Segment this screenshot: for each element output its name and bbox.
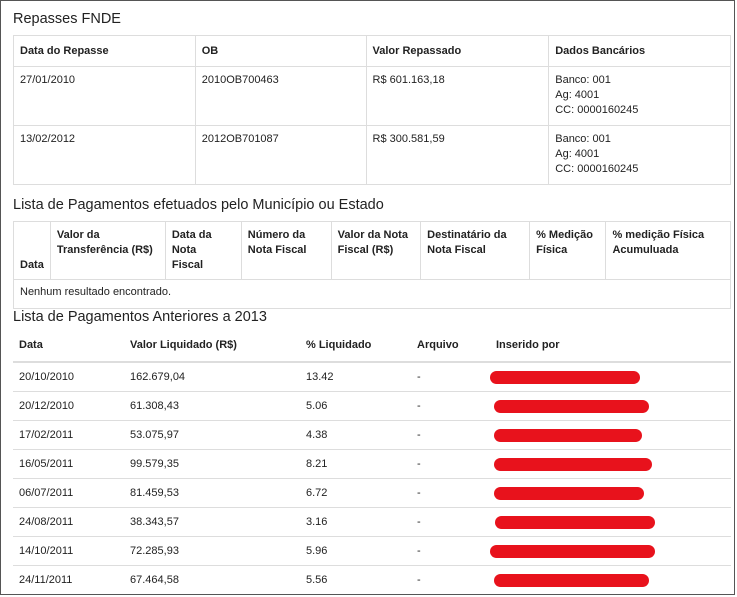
bank-banco: Banco: 001	[555, 133, 611, 145]
row-valor: 81.459,53	[124, 479, 300, 508]
row-valor: 99.579,35	[124, 450, 300, 479]
row-inserido-por	[490, 508, 731, 537]
col-header-inserido-por[interactable]: Inserido por	[490, 333, 731, 362]
row-pct: 6.72	[300, 479, 411, 508]
row-valor: 162.679,04	[124, 362, 300, 392]
col-header-pagamento-3[interactable]	[241, 222, 331, 280]
redaction-mark	[490, 545, 655, 558]
header-line-1: Data da Nota	[171, 229, 212, 256]
redaction-mark	[494, 458, 652, 471]
row-data: 24/11/2011	[13, 566, 124, 595]
repasse-data: 27/01/2010	[14, 67, 196, 126]
repasses-title: Repasses FNDE	[13, 11, 121, 27]
row-arquivo[interactable]: -	[411, 392, 490, 421]
repasse-data: 13/02/2012	[14, 126, 196, 185]
repasse-valor: R$ 601.163,18	[366, 67, 549, 126]
row-inserido-por	[490, 362, 731, 392]
col-header-valor-repassado[interactable]: Valor Repassado	[366, 36, 549, 67]
row-inserido-por	[490, 450, 731, 479]
bank-ag: Ag: 4001	[555, 148, 600, 160]
redaction-mark	[490, 371, 640, 384]
pagamento-anterior-row	[13, 508, 731, 537]
pagamentos-title: Lista de Pagamentos efetuados pelo Município ou Estado	[13, 197, 384, 213]
anteriores-title: Lista de Pagamentos Anteriores a 2013	[13, 309, 267, 325]
col-header-pagamento-0[interactable]	[14, 222, 51, 280]
repasse-row	[14, 126, 731, 185]
row-valor: 38.343,57	[124, 508, 300, 537]
row-pct: 4.38	[300, 421, 411, 450]
col-header-pagamento-1[interactable]	[50, 222, 165, 280]
repasse-ob: 2012OB701087	[195, 126, 366, 185]
header-line-1: Valor da Nota	[337, 229, 408, 241]
header-line-2: Acumuluada	[612, 244, 679, 256]
col-header-pagamento-6[interactable]	[530, 222, 606, 280]
row-pct: 5.56	[300, 566, 411, 595]
col-header-data[interactable]: Data	[13, 333, 124, 362]
pagamento-anterior-row	[13, 537, 731, 566]
bank-cc: CC: 0000160245	[555, 104, 639, 116]
row-inserido-por	[490, 479, 731, 508]
header-line-2: Física	[536, 244, 568, 256]
bank-banco: Banco: 001	[555, 74, 611, 86]
row-data: 24/08/2011	[13, 508, 124, 537]
row-arquivo[interactable]: -	[411, 537, 490, 566]
col-header-arquivo[interactable]: Arquivo	[411, 333, 490, 362]
header-line-1: Valor da	[56, 229, 100, 241]
repasses-table	[13, 35, 731, 185]
col-header-pagamento-7[interactable]	[606, 222, 731, 280]
row-pct: 8.21	[300, 450, 411, 479]
redaction-mark	[495, 516, 655, 529]
row-data: 20/12/2010	[13, 392, 124, 421]
repasse-row	[14, 67, 731, 126]
col-header-dados-bancarios[interactable]: Dados Bancários	[549, 36, 731, 67]
col-header-pagamento-4[interactable]	[331, 222, 421, 280]
row-valor: 61.308,43	[124, 392, 300, 421]
row-arquivo[interactable]: -	[411, 566, 490, 595]
pagamento-anterior-row	[13, 362, 731, 392]
row-data: 14/10/2011	[13, 537, 124, 566]
pagamento-anterior-row	[13, 392, 731, 421]
row-data: 17/02/2011	[13, 421, 124, 450]
repasse-valor: R$ 300.581,59	[366, 126, 549, 185]
redaction-mark	[494, 487, 644, 500]
col-header-valor-liquidado[interactable]: Valor Liquidado (R$)	[124, 333, 300, 362]
col-header-data-repasse[interactable]: Data do Repasse	[14, 36, 196, 67]
bank-cc: CC: 0000160245	[555, 163, 639, 175]
redaction-mark	[494, 429, 642, 442]
row-inserido-por	[490, 537, 731, 566]
pagamento-anterior-row	[13, 450, 731, 479]
row-valor: 53.075,97	[124, 421, 300, 450]
row-pct: 5.96	[300, 537, 411, 566]
empty-result-message: Nenhum resultado encontrado.	[14, 280, 731, 309]
row-inserido-por	[490, 421, 731, 450]
col-header-pagamento-2[interactable]	[165, 222, 241, 280]
redaction-mark	[494, 574, 649, 587]
row-arquivo[interactable]: -	[411, 450, 490, 479]
row-inserido-por	[490, 392, 731, 421]
row-arquivo[interactable]: -	[411, 508, 490, 537]
row-inserido-por	[490, 566, 731, 595]
header-line-2: Transferência (R$)	[56, 244, 153, 256]
header-line-2: Nota Fiscal	[247, 244, 307, 256]
header-line-1: Número da	[247, 229, 306, 241]
col-header-pct-liquidado[interactable]: % Liquidado	[300, 333, 411, 362]
row-pct: 13.42	[300, 362, 411, 392]
bank-ag: Ag: 4001	[555, 89, 600, 101]
row-pct: 5.06	[300, 392, 411, 421]
pagamento-anterior-row	[13, 479, 731, 508]
row-arquivo[interactable]: -	[411, 362, 490, 392]
header-line-1: Data	[20, 259, 44, 271]
row-arquivo[interactable]: -	[411, 479, 490, 508]
header-line-2: Nota Fiscal	[427, 244, 486, 256]
pagamentos-table	[13, 221, 731, 309]
header-line-2: Fiscal	[171, 259, 204, 271]
row-arquivo[interactable]: -	[411, 421, 490, 450]
anteriores-table	[13, 333, 731, 594]
col-header-ob[interactable]: OB	[195, 36, 366, 67]
header-line-1: % medição Física	[612, 229, 705, 241]
pagamento-anterior-row	[13, 566, 731, 595]
header-line-2: Fiscal (R$)	[337, 244, 394, 256]
row-data: 20/10/2010	[13, 362, 124, 392]
pagamento-anterior-row	[13, 421, 731, 450]
repasse-ob: 2010OB700463	[195, 67, 366, 126]
row-data: 16/05/2011	[13, 450, 124, 479]
header-line-1: % Medição	[536, 229, 593, 241]
repasse-dados-bancarios	[549, 126, 731, 185]
repasse-dados-bancarios	[549, 67, 731, 126]
col-header-pagamento-5[interactable]	[421, 222, 530, 280]
row-pct: 3.16	[300, 508, 411, 537]
row-valor: 72.285,93	[124, 537, 300, 566]
row-valor: 67.464,58	[124, 566, 300, 595]
redaction-mark	[494, 400, 649, 413]
header-line-1: Destinatário da	[427, 229, 507, 241]
row-data: 06/07/2011	[13, 479, 124, 508]
